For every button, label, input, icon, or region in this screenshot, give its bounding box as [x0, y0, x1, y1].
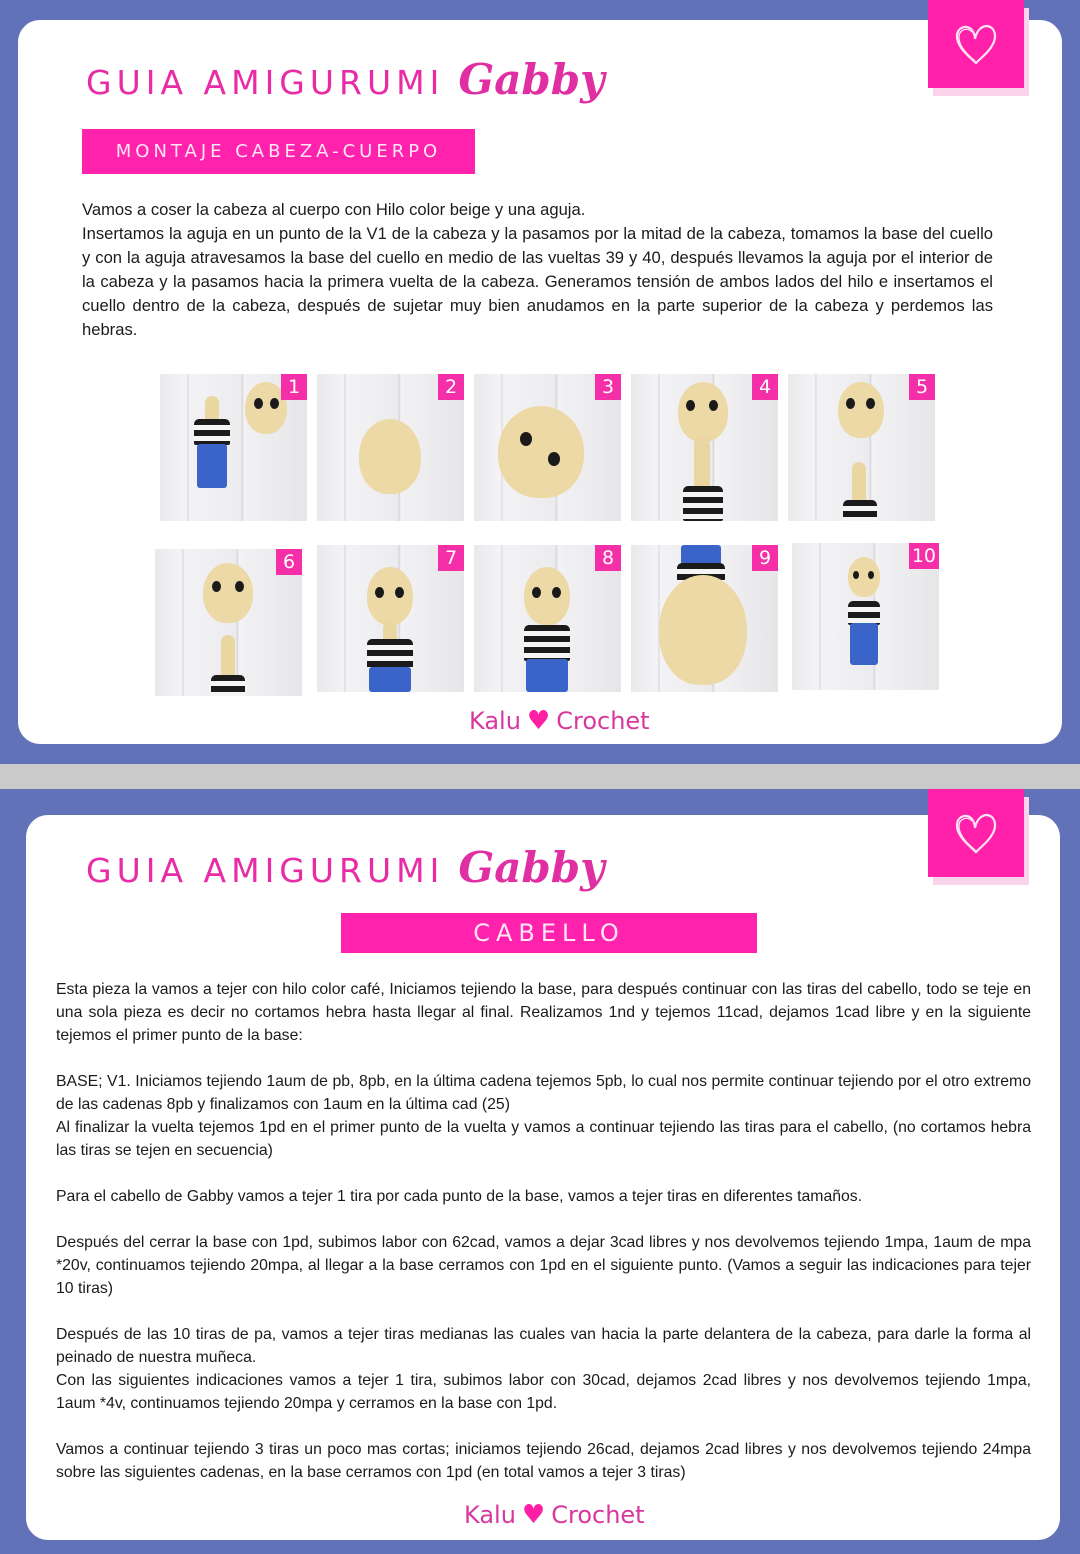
guide-title — [86, 843, 605, 892]
step-number: 2 — [438, 374, 464, 400]
montaje-instructions — [82, 198, 993, 342]
heart-icon: ♥ — [526, 706, 551, 736]
brand-name-right: Crochet — [551, 1501, 645, 1529]
paragraph: Vamos a continuar tejiendo 3 tiras un poco mas cortas; iniciamos tejiendo 26cad, dejamos 2cad libres y nos devolvemos tejiendo 24mpa sobre las siguientes cadenas, en la base cerramos con 1pd (en total vamos a tejer 3 tiras) — [56, 1441, 1031, 1481]
paragraph: Vamos a coser la cabeza al cuerpo con Hilo color beige y una aguja. — [82, 200, 586, 219]
step-number: 5 — [909, 374, 935, 400]
step-photo-5 — [788, 374, 935, 521]
heart-outline-icon — [951, 19, 1001, 69]
paragraph: Después del cerrar la base con 1pd, subimos labor con 62cad, vamos a dejar 3cad libres y nos devolvemos tejiendo 1mpa, 1aum de mpa *20v, continuamos tejiendo 20mpa, al llegar a la base cerramos con 1pd en el siguiente punto. (Vamos a seguir las indicaciones para tejer 10 tiras) — [56, 1234, 1031, 1297]
guide-title-script: Gabby — [458, 843, 605, 892]
step-number: 6 — [276, 549, 302, 575]
cabello-instructions — [56, 978, 1031, 1484]
guide-title-script: Gabby — [458, 55, 605, 104]
step-photo-8 — [474, 545, 621, 692]
step-photo-1 — [160, 374, 307, 521]
brand-footer — [469, 706, 650, 736]
brand-name-left: Kalu — [469, 707, 521, 735]
step-photo-4 — [631, 374, 778, 521]
step-number: 9 — [752, 545, 778, 571]
step-photo-6 — [155, 549, 302, 696]
step-number: 4 — [752, 374, 778, 400]
step-photo-2 — [317, 374, 464, 521]
guide-title-caps: GUIA AMIGURUMI — [86, 851, 445, 890]
paragraph: Para el cabello de Gabby vamos a tejer 1 tira por cada punto de la base, vamos a tejer tiras en diferentes tamaños. — [56, 1188, 863, 1205]
step-photo-3 — [474, 374, 621, 521]
step-photo-9 — [631, 545, 778, 692]
step-number: 10 — [909, 543, 939, 569]
heart-badge — [928, 789, 1024, 877]
step-number: 8 — [595, 545, 621, 571]
guide-title-caps: GUIA AMIGURUMI — [86, 63, 445, 102]
guide-title — [86, 55, 605, 104]
heart-icon: ♥ — [521, 1500, 546, 1530]
paragraph: Después de las 10 tiras de pa, vamos a tejer tiras medianas las cuales van hacia la parte delantera de la cabeza, para darle la forma al peinado de nuestra muñeca. — [56, 1326, 1031, 1366]
paragraph: Esta pieza la vamos a tejer con hilo color café, Iniciamos tejiendo la base, para después continuar con las tiras del cabello, todo se teje en una sola pieza es decir no cortamos hebra hasta llegar al final. Realizamos 1nd y tejemos 11cad, dejamos 1cad libre y en la siguiente tejemos el primer punto de la base: — [56, 981, 1031, 1044]
step-photo-10 — [792, 543, 939, 690]
step-number: 7 — [438, 545, 464, 571]
section-banner-montaje: MONTAJE CABEZA-CUERPO — [82, 129, 475, 174]
section-banner-cabello: CABELLO — [341, 913, 757, 953]
step-photo-7 — [317, 545, 464, 692]
heart-outline-icon — [951, 808, 1001, 858]
brand-footer — [464, 1500, 645, 1530]
heart-badge — [928, 0, 1024, 88]
brand-name-left: Kalu — [464, 1501, 516, 1529]
paragraph: Al finalizar la vuelta tejemos 1pd en el primer punto de la vuelta y vamos a continuar tejiendo las tiras para el cabello, (no cortamos hebra las tiras se tejen en secuencia) — [56, 1119, 1031, 1159]
paragraph: Insertamos la aguja en un punto de la V1 de la cabeza y la pasamos por la mitad de la cabeza, tomamos la base del cuello y con la aguja atravesamos la base del cuello en medio de las vueltas 39 y 40, después llevamos la aguja por el interior de la cabeza y la pasamos hacia la primera vuelta de la cabeza. Generamos tensión de ambos lados del hilo e insertamos el cuello dentro de la cabeza, después de sujetar muy bien anudamos en la parte superior de la cabeza y perdemos las hebras. — [82, 224, 993, 339]
step-number: 3 — [595, 374, 621, 400]
paragraph: Con las siguientes indicaciones vamos a tejer 1 tira, subimos labor con 30cad, dejamos 2cad libres y nos devolvemos tejiendo 1mpa, 1aum *4v, continuamos tejiendo 20mpa y cerramos en la base con 1pd. — [56, 1372, 1031, 1412]
brand-name-right: Crochet — [556, 707, 650, 735]
step-number: 1 — [281, 374, 307, 400]
paragraph: BASE; V1. Iniciamos tejiendo 1aum de pb, 8pb, en la última cadena tejemos 5pb, lo cual nos permite continuar tejiendo por el otro extremo de las cadenas 8pb y finalizamos con 1aum en la última cad (25) — [56, 1073, 1031, 1113]
